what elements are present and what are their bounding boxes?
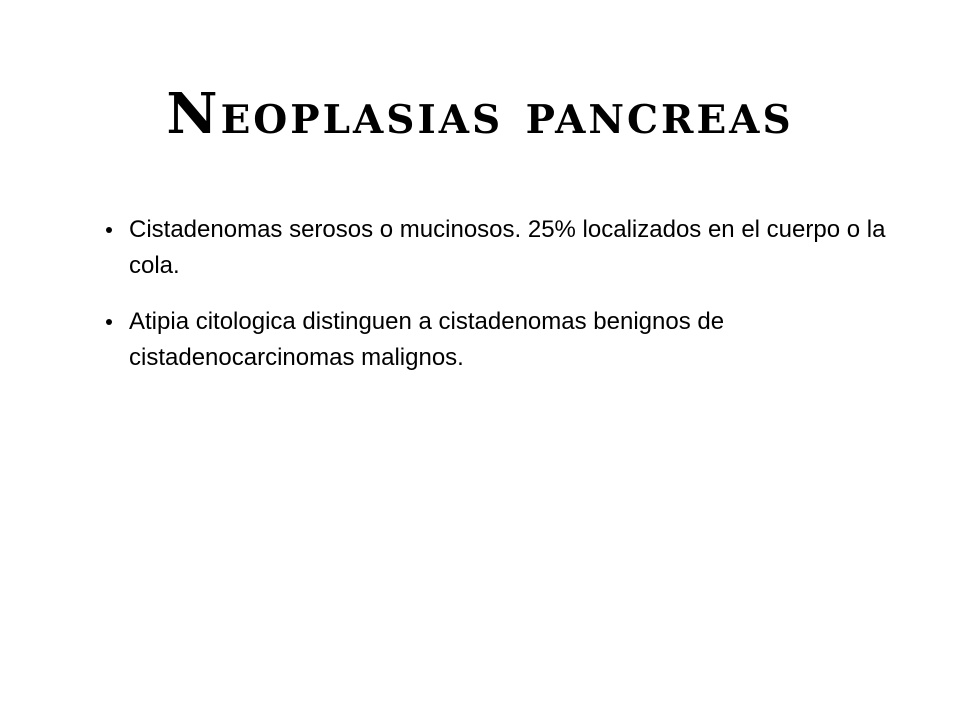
bullet-item (100, 212, 890, 284)
slide-title: Neoplasias pancreas (166, 81, 794, 147)
bullet-list (100, 212, 890, 396)
bullet-dot-icon (106, 319, 112, 325)
bullet-text: Cistadenomas serosos o mucinosos. 25% localizados en el cuerpo o la cola. (129, 216, 886, 279)
bullet-item (100, 304, 890, 376)
bullet-dot-icon (106, 227, 112, 233)
bullet-text: Atipia citologica distinguen a cistadenomas benignos de cistadenocarcinomas malignos. (129, 308, 725, 371)
